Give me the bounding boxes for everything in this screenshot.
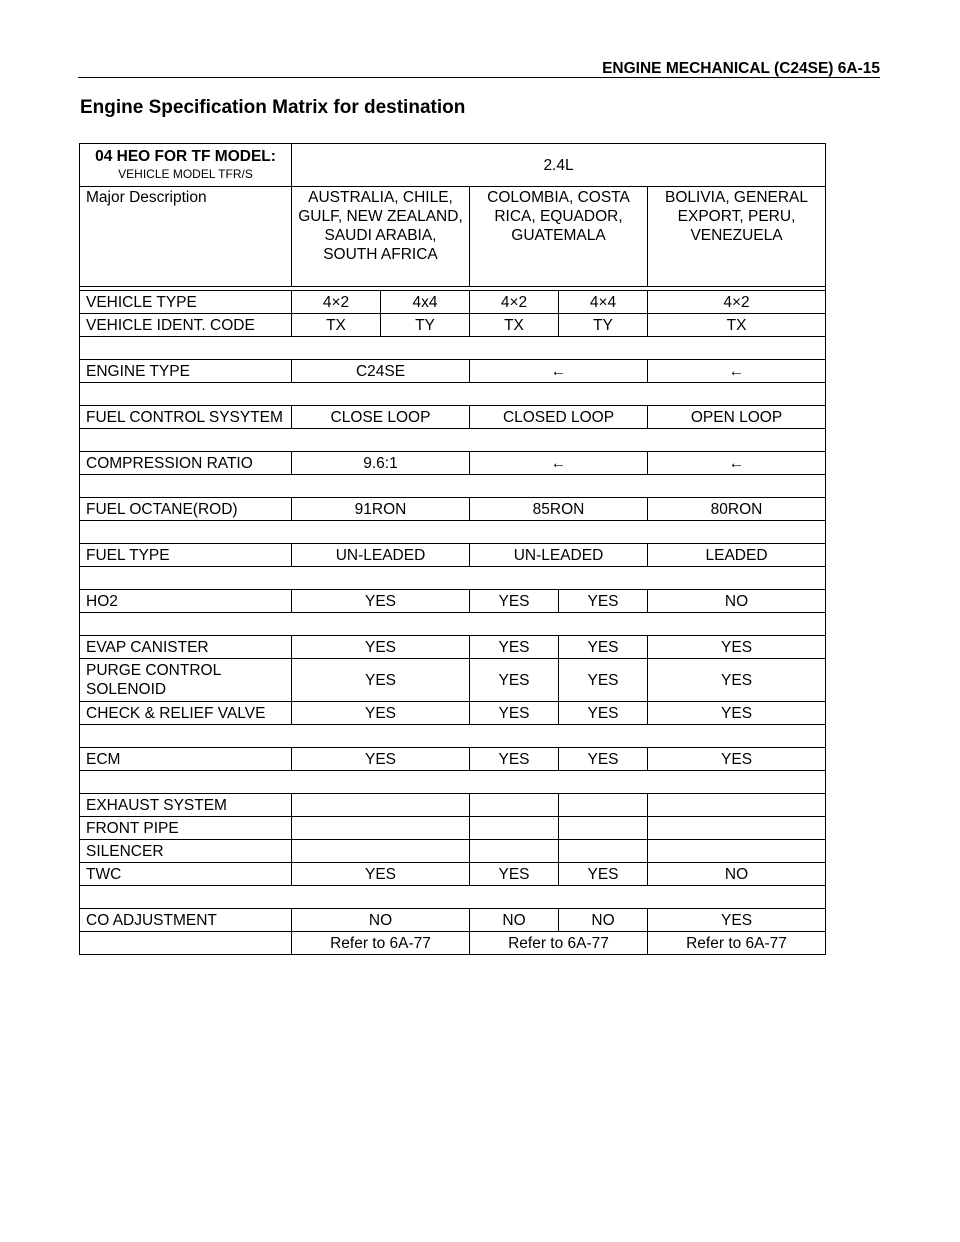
table-row-co-adjustment <box>80 909 826 932</box>
same-as-left-arrow: ← <box>648 360 826 383</box>
cell: 4×2 <box>292 291 381 314</box>
cell <box>292 817 470 840</box>
cell: YES <box>470 590 559 613</box>
cell: Refer to 6A-77 <box>648 932 826 955</box>
table-spacer <box>80 475 826 498</box>
cell <box>648 840 826 863</box>
cell: TX <box>470 314 559 337</box>
cell: C24SE <box>292 360 470 383</box>
table-spacer <box>80 771 826 794</box>
row-label-line: PURGE CONTROL <box>86 662 222 679</box>
cell: TX <box>292 314 381 337</box>
table-spacer <box>80 613 826 636</box>
table-spacer <box>80 567 826 590</box>
cell: 4×2 <box>470 291 559 314</box>
row-label: VEHICLE IDENT. CODE <box>80 314 292 337</box>
cell: CLOSE LOOP <box>292 406 470 429</box>
table-spacer <box>80 383 826 406</box>
model-subheader: VEHICLE MODEL TFR/S <box>118 167 253 181</box>
row-label: VEHICLE TYPE <box>80 291 292 314</box>
cell: YES <box>470 748 559 771</box>
table-row-major-description <box>80 187 826 287</box>
cell: TY <box>381 314 470 337</box>
row-label: EXHAUST SYSTEM <box>80 794 292 817</box>
cell: YES <box>292 590 470 613</box>
cell: 4x4 <box>381 291 470 314</box>
cell: CLOSED LOOP <box>470 406 648 429</box>
row-label: TWC <box>80 863 292 886</box>
model-header: 04 HEO FOR TF MODEL: <box>95 148 276 165</box>
table-row-fuel-type <box>80 544 826 567</box>
table-spacer <box>80 725 826 748</box>
table-row-check-relief <box>80 702 826 725</box>
row-label: CO ADJUSTMENT <box>80 909 292 932</box>
table-row-vehicle-ident <box>80 314 826 337</box>
table-row-purge <box>80 659 826 702</box>
row-label <box>80 932 292 955</box>
cell: YES <box>292 636 470 659</box>
cell <box>648 817 826 840</box>
cell: YES <box>292 863 470 886</box>
cell: 4×4 <box>559 291 648 314</box>
cell: 9.6:1 <box>292 452 470 475</box>
row-label: FRONT PIPE <box>80 817 292 840</box>
row-label: Major Description <box>80 187 292 287</box>
page-title: Engine Specification Matrix for destination <box>80 97 466 118</box>
cell <box>292 794 470 817</box>
cell: YES <box>559 748 648 771</box>
same-as-left-arrow: ← <box>470 452 648 475</box>
row-label: EVAP CANISTER <box>80 636 292 659</box>
destination-group-3: BOLIVIA, GENERAL EXPORT, PERU, VENEZUELA <box>648 187 826 287</box>
row-label <box>80 659 292 702</box>
cell <box>292 840 470 863</box>
row-label-line: SOLENOID <box>86 681 167 698</box>
table-spacer <box>80 886 826 909</box>
row-label: HO2 <box>80 590 292 613</box>
cell: 4×2 <box>648 291 826 314</box>
cell <box>470 794 559 817</box>
cell: NO <box>470 909 559 932</box>
cell: 91RON <box>292 498 470 521</box>
table-row-twc <box>80 863 826 886</box>
table-row-refer <box>80 932 826 955</box>
cell: YES <box>292 702 470 725</box>
table-row-evap <box>80 636 826 659</box>
table-header-row <box>80 144 826 187</box>
table-row-compression <box>80 452 826 475</box>
cell: 80RON <box>648 498 826 521</box>
cell: YES <box>470 702 559 725</box>
table-row-vehicle-type <box>80 291 826 314</box>
row-label: SILENCER <box>80 840 292 863</box>
cell: YES <box>648 659 826 702</box>
row-label: FUEL CONTROL SYSYTEM <box>80 406 292 429</box>
cell: UN-LEADED <box>470 544 648 567</box>
table-row-fuel-octane <box>80 498 826 521</box>
table-row-front-pipe <box>80 817 826 840</box>
same-as-left-arrow: ← <box>470 360 648 383</box>
row-label: COMPRESSION RATIO <box>80 452 292 475</box>
cell: YES <box>648 748 826 771</box>
cell: TX <box>648 314 826 337</box>
table-spacer <box>80 521 826 544</box>
engine-spec-matrix <box>79 143 826 955</box>
cell: YES <box>648 909 826 932</box>
table-row-fuel-control <box>80 406 826 429</box>
table-spacer <box>80 429 826 452</box>
row-label: ENGINE TYPE <box>80 360 292 383</box>
cell: YES <box>292 659 470 702</box>
cell: YES <box>559 659 648 702</box>
cell: NO <box>648 863 826 886</box>
destination-group-1: AUSTRALIA, CHILE, GULF, NEW ZEALAND, SAUDI ARABIA, SOUTH AFRICA <box>292 187 470 287</box>
cell <box>470 840 559 863</box>
cell: Refer to 6A-77 <box>292 932 470 955</box>
cell: LEADED <box>648 544 826 567</box>
cell: YES <box>292 748 470 771</box>
row-label: ECM <box>80 748 292 771</box>
cell: YES <box>470 659 559 702</box>
cell: NO <box>648 590 826 613</box>
cell: 85RON <box>470 498 648 521</box>
cell: YES <box>559 702 648 725</box>
engine-caption: 2.4L <box>292 144 826 187</box>
cell: YES <box>648 636 826 659</box>
table-spacer <box>80 337 826 360</box>
table-row-silencer <box>80 840 826 863</box>
cell: YES <box>648 702 826 725</box>
cell <box>559 817 648 840</box>
header-rule <box>78 77 880 78</box>
cell: Refer to 6A-77 <box>470 932 648 955</box>
cell: NO <box>292 909 470 932</box>
cell <box>648 794 826 817</box>
cell: YES <box>559 636 648 659</box>
cell: YES <box>470 863 559 886</box>
table-row-exhaust <box>80 794 826 817</box>
table-row-ho2 <box>80 590 826 613</box>
cell: YES <box>559 863 648 886</box>
row-label: FUEL OCTANE(ROD) <box>80 498 292 521</box>
cell <box>470 817 559 840</box>
same-as-left-arrow: ← <box>648 452 826 475</box>
cell: YES <box>559 590 648 613</box>
cell: TY <box>559 314 648 337</box>
cell: OPEN LOOP <box>648 406 826 429</box>
table-row-engine-type <box>80 360 826 383</box>
row-label: CHECK & RELIEF VALVE <box>80 702 292 725</box>
row-label: FUEL TYPE <box>80 544 292 567</box>
model-header-cell <box>80 144 292 187</box>
cell: UN-LEADED <box>292 544 470 567</box>
destination-group-2: COLOMBIA, COSTA RICA, EQUADOR, GUATEMALA <box>470 187 648 287</box>
cell <box>559 794 648 817</box>
cell: YES <box>470 636 559 659</box>
running-head: ENGINE MECHANICAL (C24SE) 6A-15 <box>602 60 880 77</box>
cell: NO <box>559 909 648 932</box>
cell <box>559 840 648 863</box>
table-row-ecm <box>80 748 826 771</box>
